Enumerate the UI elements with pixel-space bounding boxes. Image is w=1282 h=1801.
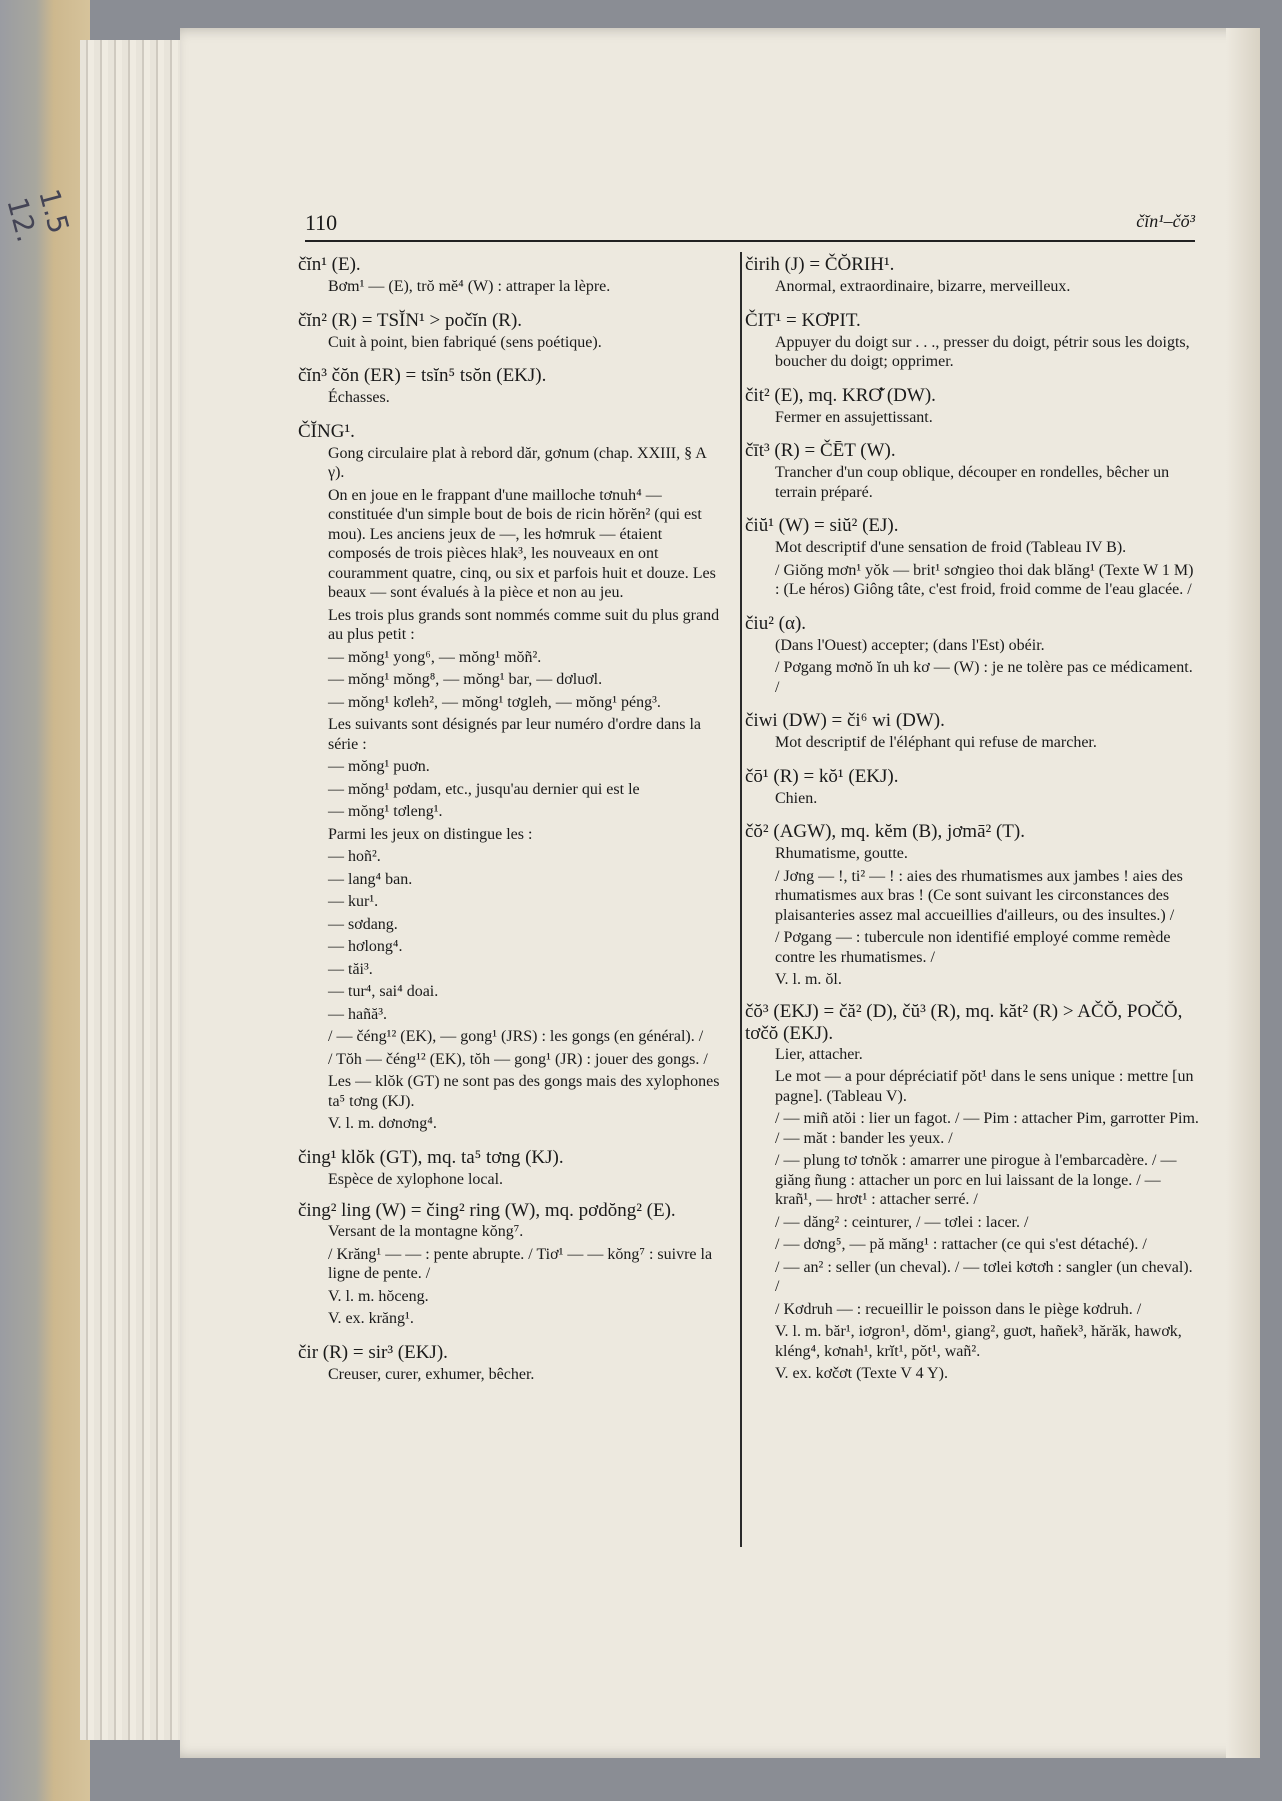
entry-ciu2	[745, 611, 1200, 698]
book-binding	[0, 0, 90, 1801]
entry-cin2	[298, 308, 723, 353]
definition	[775, 636, 1200, 698]
entry-cit2	[745, 383, 1200, 428]
definition-line: Fermer en assujettissant.	[775, 408, 933, 426]
definition	[328, 277, 723, 297]
definition-line: V. l. m. dơnơng⁴.	[328, 1115, 437, 1132]
column-divider	[740, 252, 742, 1547]
definition-line: / — dơng⁵, — pă măng¹ : rattacher (ce qui s'est détaché). /	[775, 1236, 1147, 1253]
entry-cing1-klok	[298, 1145, 723, 1190]
definition-line: Appuyer du doigt sur . . ., presser du doigt, pétrir sous les doigts, boucher du doigt; opprimer.	[775, 333, 1190, 370]
definition	[328, 1222, 723, 1329]
headword: čing² ling (W) = čing² ring (W), mq. pơdŏng² (E).	[298, 1200, 676, 1221]
entry-cing2-ling	[298, 1200, 723, 1329]
dictionary-page	[180, 28, 1260, 1758]
definition-line: / Kơdruh — : recueillir le poisson dans le piège kơdruh. /	[775, 1300, 1142, 1318]
pencil-margin-note: 1.5 12.	[0, 185, 76, 246]
definition	[328, 388, 723, 408]
definition-line: Lier, attacher.	[775, 1045, 863, 1063]
definition-line: V. l. m. băr¹, iơgron¹, dŏm¹, giang², guơt, hañek³, hărăk, hawơk, kléng⁴, kơnah¹, krĭt¹, pŏt¹, wañ².	[775, 1323, 1182, 1360]
definition	[775, 333, 1200, 372]
headword: čit² (E), mq. KRƠ̆ (DW).	[745, 384, 936, 406]
definition	[775, 463, 1200, 502]
definition-line: Trancher d'un coup oblique, découper en rondelles, bêcher un terrain préparé.	[775, 464, 1170, 501]
definition-line: Versant de la montagne kŏng⁷.	[328, 1223, 524, 1240]
headword: čirih (J) = ČŎRIH¹.	[745, 254, 895, 275]
headword: čĭn¹ (E).	[298, 254, 361, 275]
headword: čiu² (α).	[745, 612, 807, 634]
definition-line: — mŏng¹ mŏng⁸, — mŏng¹ bar, — dơluơl.	[328, 671, 603, 688]
definition-line: Chien.	[775, 789, 818, 807]
headword: čĭn² (R) = TSĬN¹ > počĭn (R).	[298, 309, 523, 331]
definition-line: Creuser, curer, exhumer, bêcher.	[328, 1365, 535, 1383]
definition-line: — tur⁴, sai⁴ doai.	[328, 983, 439, 1000]
entry-cir	[298, 1340, 723, 1385]
definition-line: Espèce de xylophone local.	[328, 1170, 504, 1188]
headword: čir (R) = sir³ (EKJ).	[298, 1341, 448, 1363]
headword: ČIT¹ = KƠPIT.	[745, 309, 861, 331]
definition	[775, 408, 1200, 428]
entry-cit1	[745, 308, 1200, 372]
definition-line: V. ex. krăng¹.	[328, 1310, 414, 1327]
definition-line: Les — klŏk (GT) ne sont pas des gongs mais des xylophones ta⁵ tơng (KJ).	[328, 1073, 720, 1110]
page-number: 110	[305, 210, 338, 235]
entry-ciu1	[745, 513, 1200, 600]
definition-line: / Pơgang mơnŏ ĭn uh kơ — (W) : je ne tolère pas ce médicament. /	[775, 659, 1193, 696]
definition-line: / Jơng — !, ti² — ! : aies des rhumatismes aux jambes ! aies des rhumatismes aux bras ! (Ce sont suivant les circonstances des plaisanteries assez mal accueillies d'ailleurs, ou des insultes.) /	[775, 867, 1183, 924]
definition-line: — hoñ².	[328, 848, 381, 865]
definition-line: Bơm¹ — (E), trŏ mĕ⁴ (W) : attraper la lèpre.	[328, 278, 611, 295]
definition-line: Gong circulaire plat à rebord dăr, gơnum (chap. XXIII, § A γ).	[328, 444, 706, 481]
definition	[328, 1365, 723, 1385]
definition-line: — mŏng¹ pơdam, etc., jusqu'au dernier qui est le	[328, 780, 640, 798]
definition-line: V. l. m. hŏceng.	[328, 1287, 429, 1305]
definition-line: Mot descriptif de l'éléphant qui refuse de marcher.	[775, 734, 1097, 751]
entry-cit3	[745, 438, 1200, 502]
definition	[775, 789, 1200, 809]
entry-cirih	[745, 252, 1200, 297]
definition-line: Cuit à point, bien fabriqué (sens poétique).	[328, 333, 602, 351]
right-column	[745, 252, 1200, 1395]
page-curl	[1226, 28, 1260, 1758]
definition-line: — mŏng¹ tơleng¹.	[328, 803, 443, 820]
definition	[775, 538, 1200, 600]
definition-line: Les suivants sont désignés par leur numéro d'ordre dans la série :	[328, 716, 702, 753]
headword: čiwi (DW) = či⁶ wi (DW).	[745, 710, 945, 731]
definition-line: — mŏng¹ yong⁶, — mŏng¹ mŏñ².	[328, 648, 542, 666]
definition	[328, 1170, 723, 1190]
left-column	[298, 252, 723, 1395]
definition-line: — hañă³.	[328, 1005, 387, 1023]
headword: čĭn³ čŏn (ER) = tsĭn⁵ tsŏn (EKJ).	[298, 365, 547, 386]
definition	[328, 333, 723, 353]
entry-ciwi	[745, 708, 1200, 753]
definition	[775, 277, 1200, 297]
entry-co1	[745, 764, 1200, 809]
entry-co2	[745, 819, 1200, 990]
definition-line: Le mot — a pour dépréciatif pŏt¹ dans le sens unique : mettre [un pagne]. (Tableau V).	[775, 1068, 1194, 1105]
definition-line: / Krăng¹ — — : pente abrupte. / Tiơ¹ — — kŏng⁷ : suivre la ligne de pente. /	[328, 1245, 713, 1282]
definition-line: — tăi³.	[328, 960, 373, 978]
headword: čŏ³ (EKJ) = čă² (D), čŭ³ (R), mq. kăt² (R) > AČŎ, POČŎ, tơčŏ (EKJ).	[745, 1000, 1183, 1044]
headword: čŏ² (AGW), mq. kĕm (B), jơmā² (T).	[745, 821, 1025, 842]
entry-cin3	[298, 363, 723, 408]
page-header	[305, 198, 1195, 242]
definition-line: Les trois plus grands sont nommés comme suit du plus grand au plus petit :	[328, 606, 720, 643]
page-edges	[80, 40, 190, 1740]
entry-cing1	[298, 419, 723, 1134]
definition-line: / — čéng¹² (EK), — gong¹ (JRS) : les gongs (en général). /	[328, 1028, 704, 1045]
headword: čīt³ (R) = ČĒT (W).	[745, 440, 896, 461]
definition-line: Mot descriptif d'une sensation de froid (Tableau IV B).	[775, 539, 1127, 556]
headword: čiŭ¹ (W) = siŭ² (EJ).	[745, 515, 899, 536]
definition	[775, 1045, 1200, 1384]
definition-line: V. ex. kơčơt (Texte V 4 Y).	[775, 1365, 948, 1382]
definition-line: / — miñ atŏi : lier un fagot. / — Pim : attacher Pim, garrotter Pim. / — măt : bander les yeux. /	[775, 1110, 1199, 1147]
definition-line: — sơdang.	[328, 915, 398, 933]
definition	[328, 444, 723, 1134]
headword: čō¹ (R) = kŏ¹ (EKJ).	[745, 765, 899, 787]
definition-line: Anormal, extraordinaire, bizarre, merveilleux.	[775, 278, 1071, 295]
definition-line: / — plung tơ tơnŏk : amarrer une pirogue à l'embarcadère. / — giăng ñung : attacher un porc en lui laissant de la longe. / — krañ¹, — hrơt¹ : attacher serré. /	[775, 1152, 1177, 1208]
definition-line: — kur¹.	[328, 893, 379, 910]
definition-line: — lang⁴ ban.	[328, 870, 413, 888]
definition-line: / Tŏh — čéng¹² (EK), tŏh — gong¹ (JR) : jouer des gongs. /	[328, 1050, 708, 1068]
definition-line: On en joue en le frappant d'une mailloche tơnuh⁴ — constituée d'un simple bout de bois de ricin hŏrĕn² (qui est mou). Les anciens jeux de —, les hơmruk — étaient composés de trois pièces hlak³, les nouveaux en ont couramment quatre, cinq, ou six et parfois huit et douze. Les beaux — sont évalués à la pièce et non au jeu.	[328, 486, 716, 601]
definition-line: V. l. m. ŏl.	[775, 971, 842, 988]
running-head: čĭn¹–čŏ³	[1136, 211, 1195, 231]
definition-line: / — dăng² : ceinturer, / — tơlei : lacer. /	[775, 1213, 1029, 1231]
headword: čing¹ klŏk (GT), mq. ta⁵ tơng (KJ).	[298, 1146, 564, 1168]
definition-line: (Dans l'Ouest) accepter; (dans l'Est) obéir.	[775, 636, 1045, 654]
definition-line: — mŏng¹ puơn.	[328, 758, 430, 775]
definition-line: / — an² : seller (un cheval). / — tơlei kơtơh : sangler (un cheval). /	[775, 1258, 1193, 1295]
definition-line: Rhumatisme, goutte.	[775, 845, 908, 862]
definition-line: Parmi les jeux on distingue les :	[328, 825, 533, 843]
headword: ČĬNG¹.	[298, 420, 355, 442]
definition	[775, 844, 1200, 990]
definition	[775, 733, 1200, 753]
entry-cin1	[298, 252, 723, 297]
entry-co3	[745, 1001, 1200, 1384]
definition-line: Échasses.	[328, 389, 390, 406]
definition-line: / Giŏng mơn¹ yŏk — brit¹ sơngieo thoi dak blăng¹ (Texte W 1 M) : (Le héros) Giông tâte, c'est froid, froid comme de l'eau glacée. /	[775, 561, 1194, 598]
definition-line: — mŏng¹ kơleh², — mŏng¹ tơgleh, — mŏng¹ péng³.	[328, 693, 661, 711]
definition-line: — hơlong⁴.	[328, 938, 403, 955]
definition-line: / Pơgang — : tubercule non identifié employé comme remède contre les rhumatismes. /	[775, 929, 1171, 966]
